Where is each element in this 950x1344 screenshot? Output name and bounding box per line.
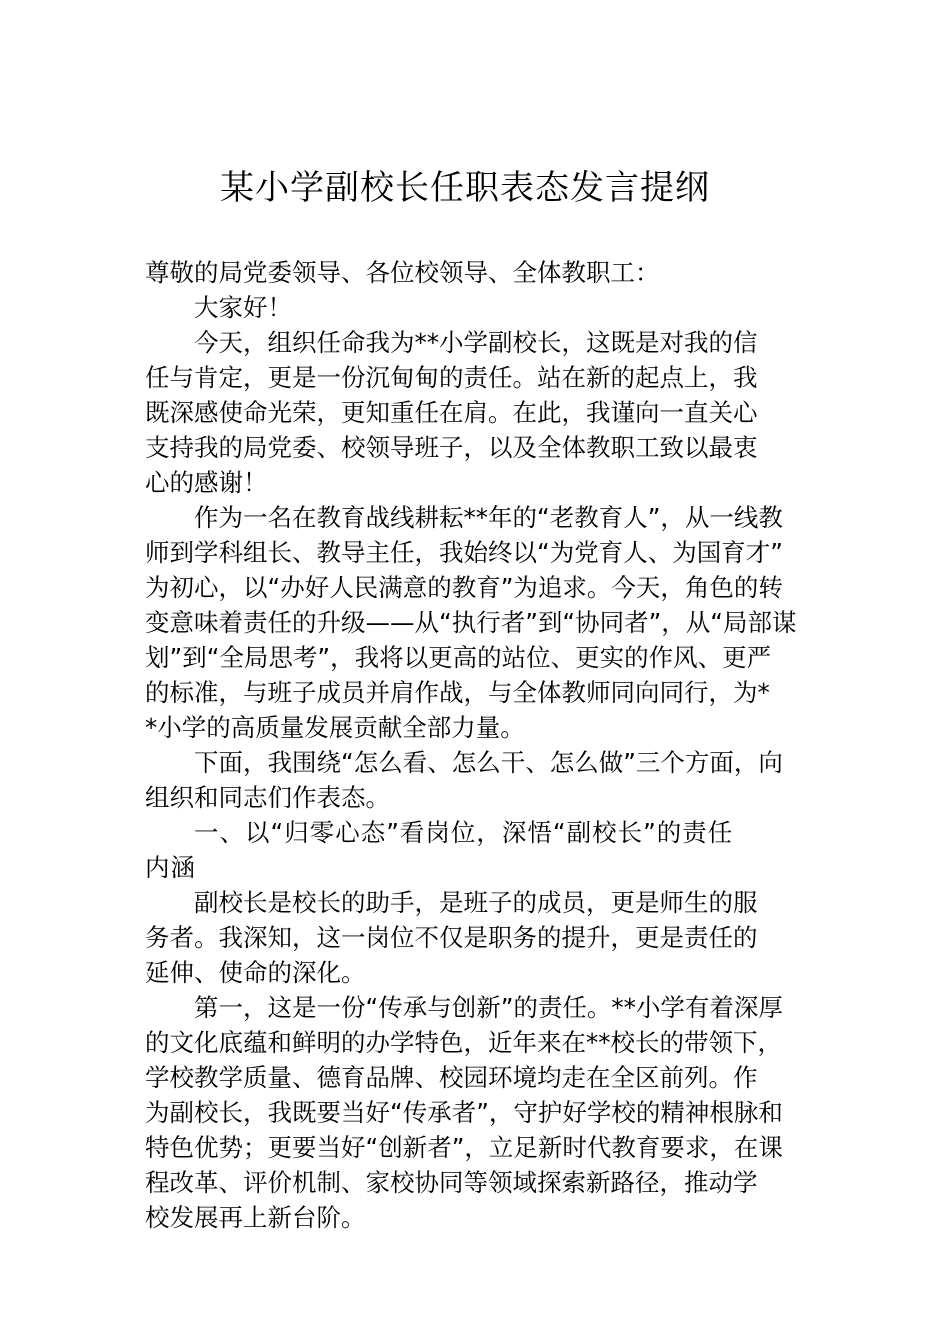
paragraph-3 [145,745,835,815]
document-body [145,255,835,1235]
paragraph-line: 心的感谢！ [145,468,268,497]
paragraph-line: 划”到“全局思考”，我将以更高的站位、更实的作风、更严 [145,643,772,672]
greeting: 大家好！ [194,293,292,322]
paragraph-line: 师到学科组长、教导主任，我始终以“为党育人、为国育才” [145,538,783,567]
paragraph-line: 延伸、使命的深化。 [145,958,366,987]
paragraph-line: 特色优势；更要当好“创新者”，立足新时代教育要求，在课 [145,1133,783,1162]
heading-line: 内涵 [145,853,196,882]
heading-line: 一、以“归零心态”看岗位，深悟“副校长”的责任 [194,818,734,847]
paragraph-line: 变意味着责任的升级——从“执行者”到“协同者”，从“局部谋 [145,608,797,637]
paragraph-line: 学校教学质量、德育品牌、校园环境均走在全区前列。作 [145,1063,758,1092]
paragraph-line: 今天，组织任命我为**小学副校长，这既是对我的信 [194,328,758,357]
paragraph-line: 程改革、评价机制、家校协同等领域探索新路径，推动学 [145,1168,758,1197]
paragraph-line: 下面，我围绕“怎么看、怎么干、怎么做”三个方面，向 [194,748,783,777]
paragraph-line: 既深感使命光荣，更知重任在肩。在此，我谨向一直关心 [145,398,758,427]
paragraph-line: 作为一名在教育战线耕耘**年的“老教育人”，从一线教 [194,503,783,532]
paragraph-line: 第一，这是一份“传承与创新”的责任。**小学有着深厚 [194,993,783,1022]
paragraph-line: 为副校长，我既要当好“传承者”，守护好学校的精神根脉和 [145,1098,783,1127]
paragraph-2 [145,500,835,745]
salutation: 尊敬的局党委领导、各位校领导、全体教职工： [145,258,660,287]
paragraph-line: 务者。我深知，这一岗位不仅是职务的提升，更是责任的 [145,923,758,952]
paragraph-1 [145,325,835,500]
section-heading-1 [145,815,835,885]
paragraph-line: 副校长是校长的助手，是班子的成员，更是师生的服 [194,888,758,917]
paragraph-line: 的标准，与班子成员并肩作战，与全体教师同向同行，为* [145,678,770,707]
paragraph-line: 校发展再上新台阶。 [145,1203,366,1232]
paragraph-line: 任与肯定，更是一份沉甸甸的责任。站在新的起点上，我 [145,363,758,392]
paragraph-line: *小学的高质量发展贡献全部力量。 [145,713,525,742]
paragraph-line: 组织和同志们作表态。 [145,783,390,812]
paragraph-line: 支持我的局党委、校领导班子，以及全体教职工致以最衷 [145,433,758,462]
paragraph-4 [145,885,835,990]
paragraph-5 [145,990,835,1235]
paragraph-line: 为初心，以“办好人民满意的教育”为追求。今天，角色的转 [145,573,783,602]
paragraph-line: 的文化底蕴和鲜明的办学特色，近年来在**校长的带领下， [145,1028,782,1057]
document-title: 某小学副校长任职表态发言提纲 [220,168,710,208]
